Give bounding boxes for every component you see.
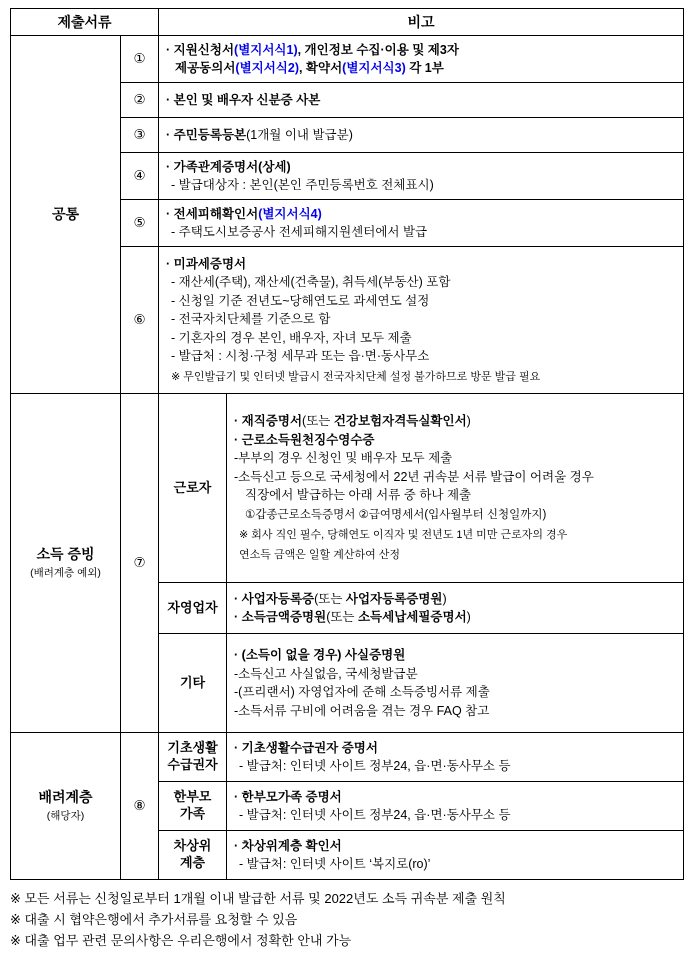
item-number-7: ⑦ <box>121 394 159 733</box>
subcategory-self-employed: 자영업자 <box>159 583 227 634</box>
subcategory-single-parent <box>159 782 227 831</box>
form-reference: (별지서식3) <box>342 61 406 75</box>
subcategory-worker: 근로자 <box>159 394 227 583</box>
doc-subline <box>166 176 676 195</box>
doc-name: · 소득금액증명원 <box>234 610 327 624</box>
doc-name: · 사업자등록증 <box>234 591 315 606</box>
category-label: 소득 증빙 <box>36 546 95 563</box>
doc-subline <box>234 683 676 702</box>
doc-detail: ) <box>466 414 471 429</box>
doc-line <box>166 41 676 60</box>
footnotes <box>10 880 683 961</box>
doc-subline <box>166 310 676 329</box>
item-number-5: ⑤ <box>121 200 159 247</box>
item-number-1: ① <box>121 36 159 83</box>
doc-line <box>234 788 676 807</box>
doc-name: · 한부모가족 증명서 <box>234 789 342 804</box>
doc-subline <box>166 329 676 348</box>
doc-detail: ) <box>466 610 471 624</box>
doc-line <box>234 739 676 758</box>
doc-line <box>166 91 676 110</box>
table-row <box>11 36 684 83</box>
doc-detail: (1개월 이내 발급분) <box>246 127 353 142</box>
doc-subline <box>234 702 676 721</box>
doc-name: · 주민등록등본 <box>166 127 247 142</box>
header-documents: 제출서류 <box>11 9 159 36</box>
doc-detail: (또는 <box>326 610 358 624</box>
doc-detail: (또는 <box>314 591 346 606</box>
doc-name: 사실증명원 <box>344 648 406 662</box>
doc-note-line <box>166 369 676 386</box>
category-sublabel: (해당자) <box>46 810 85 823</box>
item-number-8: ⑧ <box>121 733 159 880</box>
category-label: 배려계층 <box>38 789 93 806</box>
doc-line <box>166 205 676 224</box>
doc-name: 건강보험자격득실확인서 <box>333 414 467 429</box>
remarks-single-parent-docs <box>227 782 684 831</box>
subcategory-basic-living <box>159 733 227 782</box>
doc-subline <box>234 468 676 487</box>
doc-detail: - 발급처: 인터넷 사이트 정부24, 읍·면·동사무소 등 <box>239 759 511 773</box>
doc-name: 각 1부 <box>405 61 444 75</box>
remarks-family-relation <box>159 153 684 200</box>
subcategory-other: 기타 <box>159 634 227 733</box>
doc-subline <box>234 507 676 524</box>
doc-note: 연소득 금액은 일할 계산하여 산정 <box>239 548 401 561</box>
doc-detail: -(프리랜서) 자영업자에 준해 소득증빙서류 제출 <box>234 685 490 699</box>
remarks-self-employed-docs <box>227 583 684 634</box>
doc-detail: -부부의 경우 신청인 및 배우자 모두 제출 <box>234 451 453 466</box>
doc-subline <box>234 855 676 874</box>
doc-subline <box>234 806 676 825</box>
doc-line <box>166 255 676 274</box>
item-number-4: ④ <box>121 153 159 200</box>
category-common: 공통 <box>11 36 121 394</box>
item-number-6: ⑥ <box>121 247 159 394</box>
doc-detail: - 전국자치단체를 기준으로 함 <box>171 312 331 326</box>
doc-line <box>166 158 676 177</box>
doc-name: 사업자등록증명원 <box>345 591 443 606</box>
doc-line <box>234 590 676 609</box>
subcategory-label-line: 수급권자 <box>167 757 218 772</box>
doc-line <box>234 646 676 665</box>
doc-line <box>166 59 676 78</box>
doc-detail: ) <box>442 591 447 606</box>
doc-note-line <box>234 527 676 544</box>
doc-detail: - 발급처: 인터넷 사이트 ‘복지로(ro)’ <box>239 857 431 871</box>
remarks-near-poverty-docs <box>227 831 684 880</box>
doc-note: ※ 회사 직인 필수, 당해연도 이직자 및 전년도 1년 미만 근로자의 경우 <box>239 528 568 541</box>
doc-name: · 미과세증명서 <box>166 256 247 271</box>
doc-line <box>234 431 676 450</box>
doc-note-line <box>234 547 676 564</box>
item-number-3: ③ <box>121 118 159 153</box>
required-documents-table <box>10 8 684 880</box>
subcategory-label-line: 차상위 <box>173 838 212 854</box>
item-number-2: ② <box>121 83 159 118</box>
remarks-jeonse-damage-confirmation <box>159 200 684 247</box>
doc-name: · 기초생활수급권자 증명서 <box>234 740 378 755</box>
doc-subline <box>166 223 676 242</box>
doc-subline <box>166 347 676 366</box>
doc-name: , 개인정보 수집·이용 및 제3자 <box>297 42 459 57</box>
footnote-line: ※ 대출 업무 관련 문의사항은 우리은행에서 정확한 안내 가능 <box>10 932 352 948</box>
doc-detail: - 신청일 기준 전년도~당해연도로 과세연도 설정 <box>171 293 430 308</box>
header-remarks: 비고 <box>159 9 684 36</box>
doc-name: , 확약서 <box>298 61 343 75</box>
remarks-resident-register <box>159 118 684 153</box>
subcategory-label-line: 한부모 <box>173 789 212 805</box>
doc-detail: - 발급대상자 : 본인(본인 주민등록번호 전체표시) <box>171 178 434 192</box>
doc-detail: -소득신고 등으로 국세청에서 22년 귀속분 서류 발급이 어려울 경우 <box>234 469 594 484</box>
doc-detail: (또는 <box>302 414 334 429</box>
doc-detail: - 기혼자의 경우 본인, 배우자, 자녀 모두 제출 <box>171 330 412 345</box>
subcategory-near-poverty <box>159 831 227 880</box>
form-reference: (별지서식4) <box>258 206 322 221</box>
doc-line <box>234 412 676 431</box>
subcategory-label-line: 가족 <box>179 806 206 821</box>
doc-detail: 직장에서 발급하는 아래 서류 중 하나 제출 <box>245 488 472 503</box>
category-income-proof <box>11 394 121 733</box>
doc-detail: - 재산세(주택), 재산세(건축물), 취득세(부동산) 포함 <box>171 275 451 289</box>
doc-subline <box>166 273 676 292</box>
category-care-group <box>11 733 121 880</box>
doc-line <box>234 837 676 856</box>
doc-detail: -소득신고 사실없음, 국세청발급분 <box>234 666 418 681</box>
subcategory-label-line: 기초생활 <box>167 740 218 756</box>
doc-subline <box>234 757 676 776</box>
doc-detail: - 주택도시보증공사 전세피해지원센터에서 발급 <box>171 225 428 239</box>
form-reference: (별지서식2) <box>235 61 299 75</box>
doc-subline <box>166 292 676 311</box>
doc-detail: ①갑종근로소득증명서 ②급여명세서(입사월부터 신청일까지) <box>245 508 547 521</box>
remarks-other-docs <box>227 634 684 733</box>
table-row <box>11 394 684 583</box>
doc-name: 제공동의서 <box>175 61 236 75</box>
table-row <box>11 733 684 782</box>
remarks-id-copy <box>159 83 684 118</box>
doc-note: ※ 무인발급기 및 인터넷 발급시 전국자치단체 설정 불가하므로 방문 발급 필요 <box>171 370 541 383</box>
doc-name: · 차상위계층 확인서 <box>234 838 342 853</box>
remarks-application-forms <box>159 36 684 83</box>
doc-name: · 본인 및 배우자 신분증 사본 <box>166 92 321 107</box>
doc-line <box>166 126 676 145</box>
subcategory-label-line: 계층 <box>179 855 206 870</box>
form-reference: (별지서식1) <box>234 42 298 57</box>
doc-detail: - 발급처 : 시청·구청 세무과 또는 읍·면·동사무소 <box>171 349 430 363</box>
doc-name: · 근로소득원천징수영수증 <box>234 432 375 447</box>
doc-name: · 전세피해확인서 <box>166 206 259 221</box>
footnote-line: ※ 모든 서류는 신청일로부터 1개월 이내 발급한 서류 및 2022년도 소득 귀속분 제출 원칙 <box>10 891 506 906</box>
doc-condition: · (소득이 없을 경우) <box>234 648 345 662</box>
table-header-row <box>11 9 684 36</box>
doc-detail: -소득서류 구비에 어려움을 겪는 경우 FAQ 참고 <box>234 703 490 718</box>
doc-subline <box>234 449 676 468</box>
remarks-non-taxation-certificate <box>159 247 684 394</box>
remarks-worker-docs <box>227 394 684 583</box>
doc-name: · 지원신청서 <box>166 42 235 57</box>
doc-subline <box>234 665 676 684</box>
doc-detail: - 발급처: 인터넷 사이트 정부24, 읍·면·동사무소 등 <box>239 808 511 822</box>
category-sublabel: (배려계층 예외) <box>30 567 101 580</box>
doc-subline <box>234 486 676 505</box>
doc-name: · 재직증명서 <box>234 414 303 429</box>
footnote-line: ※ 대출 시 협약은행에서 추가서류를 요청할 수 있음 <box>10 911 298 927</box>
doc-name: 소득세납세필증명서 <box>357 610 467 624</box>
remarks-basic-living-docs <box>227 733 684 782</box>
doc-line <box>234 608 676 627</box>
doc-name: · 가족관계증명서(상세) <box>166 159 291 174</box>
